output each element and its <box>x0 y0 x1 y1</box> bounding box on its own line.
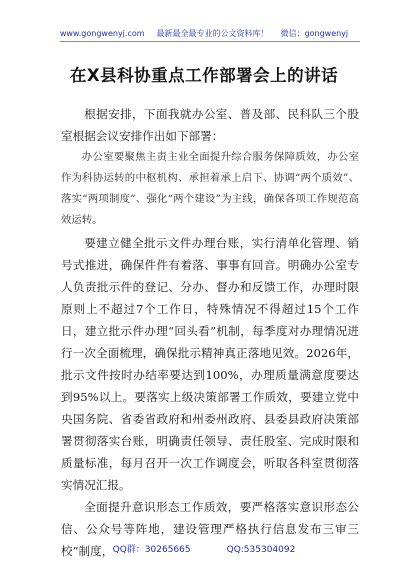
header-slogan: 最新最全最专业的公文资料库！ <box>156 29 269 38</box>
footer-qq: QQ:535304092 <box>226 545 296 555</box>
header-wechat: 微信：gongwenyj <box>280 29 349 38</box>
footer-qq-group: QQ群：30265665 <box>112 545 191 555</box>
document-title: 在X县科协重点工作部署会上的讲话 <box>69 66 339 85</box>
paragraph-instructions: 要建立健全批示文件办理台账，实行清单化管理、销号式推进，确保件件有着落、事事有回音。明确办公室专人负责批示件的登记、分办、督办和反馈工作，办理时限原则上不超过7个工作日，特殊情况不得超过15个工作日，建立批示件办理“回头看”机制，每季度对办理情况进行一次全面梳理，确保批示精神真正落地见效。2026年，批示文件按时办结率要达到100%，办理质量满意度要达到95%以上。要落实上级决策部署工作质效，要建立党中央国务院、省委省政府和州委州政府、县委县政府决策部署贯彻落实台账，明确责任领导、责任股室、完成时限和质量标准，每月召开一次工作调度会，听取各科室贯彻落实情况汇报。 <box>61 236 359 492</box>
paragraph-intro: 根据安排，下面我就办公室、普及部、民科队三个股室根据会议安排作出如下部署： <box>61 107 359 143</box>
page-header <box>0 28 408 39</box>
paragraph-office: 办公室要聚焦主责主业全面提升综合服务保障质效，办公室作为科协运转的中枢机构、承担着承上启下、协调“两个质效”、落实“两项制度”、强化“两个建设”为主线，确保各项工作规范高效运转。 <box>61 151 359 226</box>
page-footer <box>0 542 408 555</box>
header-site[interactable]: www.gongwenyj.com <box>59 29 145 38</box>
header-divider <box>60 41 360 42</box>
paragraph-ideology: 全面提升意识形态工作质效，要严格落实意识形态公信、公众号等阵地，建设管理严格执行信息发布三审三校”制度， <box>61 500 359 558</box>
document-body <box>61 103 359 562</box>
